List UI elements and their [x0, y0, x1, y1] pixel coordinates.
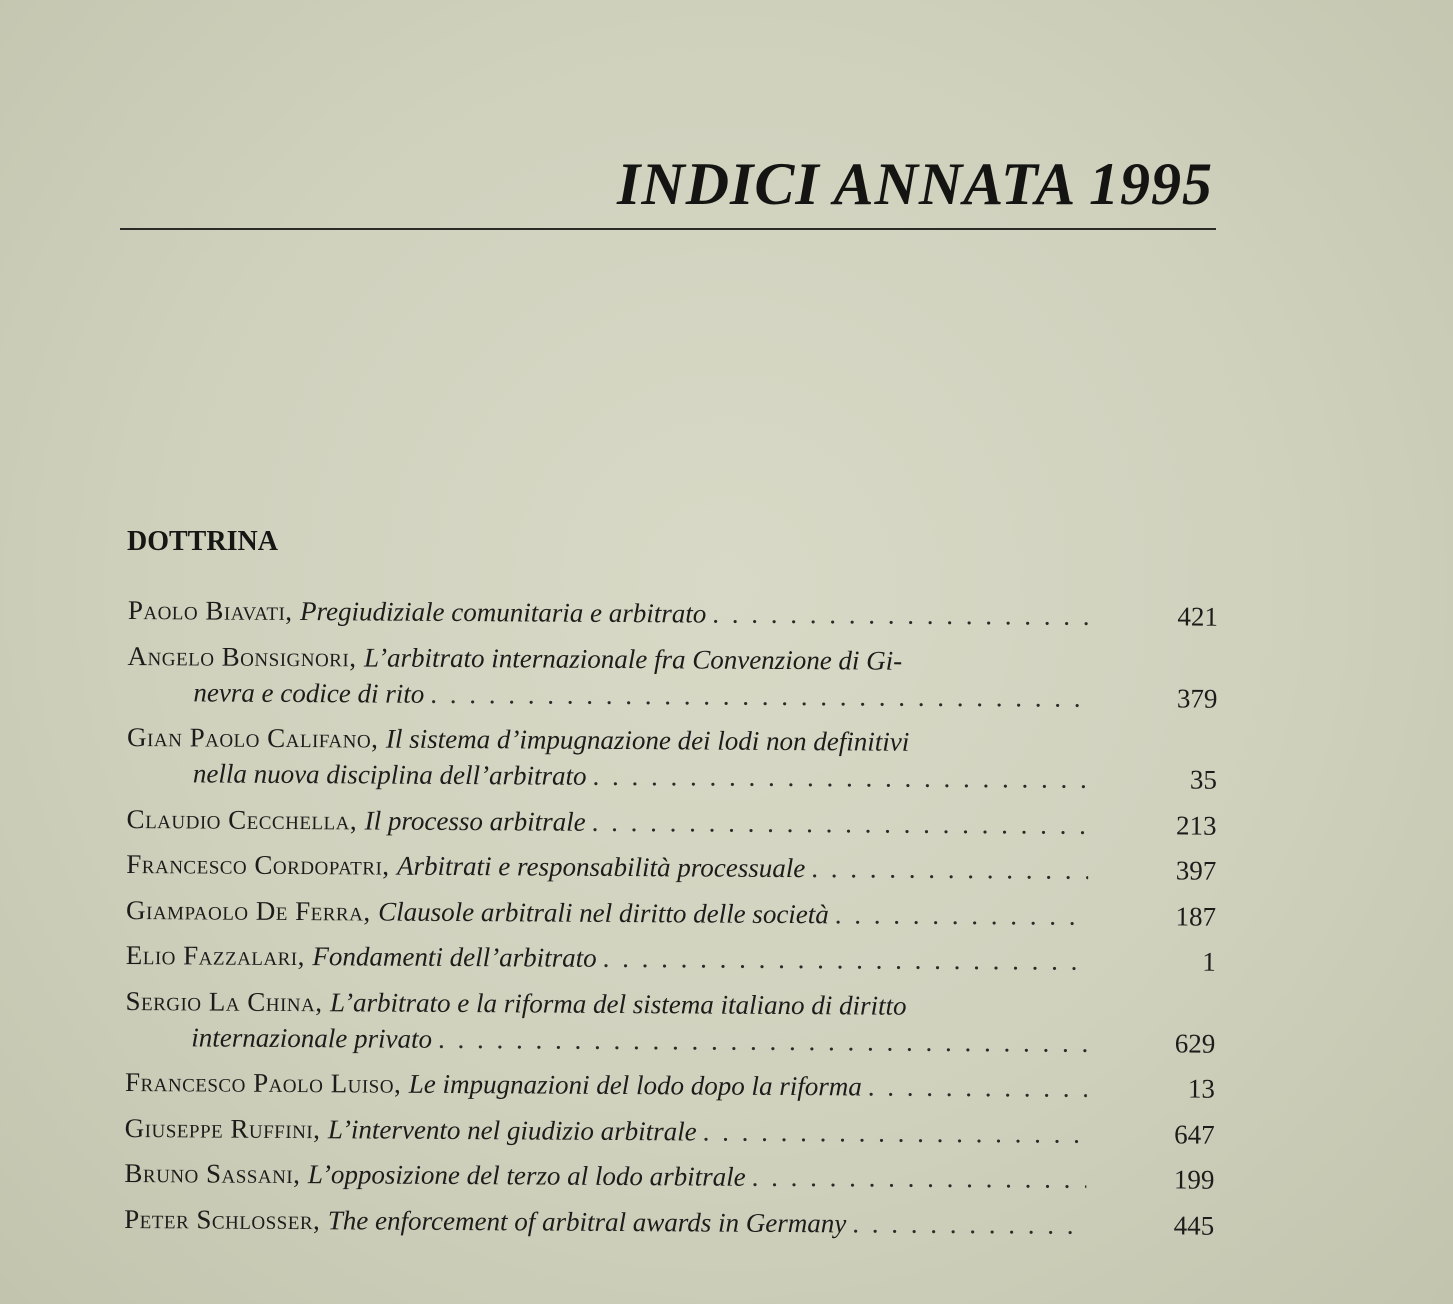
- author-name: Francesco Cordopatri: [126, 848, 383, 881]
- dot-leader: [438, 1020, 1087, 1060]
- toc-entry: [127, 800, 1227, 843]
- author-separator: ,: [382, 850, 390, 881]
- work-title: Pregiudiziale comunitaria e arbitrato: [300, 596, 707, 629]
- toc-entry-text: [127, 637, 1089, 715]
- page-number: 629: [1174, 1027, 1216, 1059]
- work-title: Fondamenti dell’arbitrato: [312, 941, 597, 973]
- toc-entry-first-line: [128, 637, 1090, 679]
- toc-entry: [127, 637, 1227, 716]
- work-title: Arbitrati e responsabilità processuale: [397, 850, 806, 884]
- toc-entry: [126, 846, 1226, 889]
- author-separator: ,: [349, 804, 357, 835]
- author-name: Elio Fazzalari: [125, 939, 298, 972]
- dot-leader: [712, 596, 1090, 634]
- author-separator: ,: [313, 1113, 321, 1144]
- author-separator: ,: [297, 941, 305, 972]
- author-name: Giuseppe Ruffini: [124, 1112, 314, 1144]
- toc-entry-first-line: [125, 1064, 1087, 1106]
- toc-entry: [125, 1109, 1225, 1152]
- toc-entry-continuation-line: [125, 1018, 1087, 1060]
- page-number: 213: [1176, 809, 1217, 841]
- work-title: nevra e codice di rito: [193, 676, 425, 709]
- page-number: 199: [1173, 1164, 1215, 1195]
- author-separator: ,: [293, 1159, 301, 1190]
- toc-entry-first-line: [124, 1200, 1086, 1242]
- work-title: internazionale privato: [191, 1021, 433, 1054]
- toc-entry-text: [124, 1155, 1086, 1197]
- table-of-contents: [124, 592, 1228, 1253]
- work-title: Il processo arbitrale: [364, 804, 586, 837]
- dot-leader: [430, 675, 1089, 715]
- toc-entry-first-line: [124, 1155, 1086, 1197]
- toc-entry-text: [127, 800, 1089, 842]
- toc-entry-text: [124, 1200, 1086, 1242]
- dot-leader: [811, 850, 1088, 888]
- toc-entry-text: [126, 937, 1088, 979]
- author-name: Francesco Paolo Luiso: [124, 1066, 395, 1099]
- toc-entry-first-line: [126, 937, 1088, 979]
- author-name: Peter Schlosser: [124, 1203, 314, 1235]
- toc-entry: [126, 891, 1226, 934]
- toc-entry-first-line: [126, 891, 1088, 933]
- author-separator: ,: [393, 1068, 401, 1099]
- page-number: 35: [1189, 764, 1217, 795]
- toc-entry: [124, 1200, 1224, 1243]
- author-separator: ,: [312, 1204, 320, 1235]
- toc-entry-first-line: [127, 800, 1089, 842]
- work-title: nella nuova disciplina dell’arbitrato: [192, 758, 587, 791]
- toc-entry-text: [126, 846, 1088, 888]
- author-separator: ,: [371, 723, 378, 754]
- dot-leader: [835, 896, 1088, 934]
- author-separator: ,: [349, 641, 357, 672]
- toc-entry-first-line: [127, 719, 1089, 761]
- title-rule: [120, 228, 1216, 230]
- toc-entry-text: [126, 891, 1088, 933]
- author-separator: ,: [315, 986, 323, 1017]
- work-title: L’arbitrato e la riforma del sistema italiano di diritto: [329, 986, 907, 1021]
- author-name: Bruno Sassani: [124, 1157, 294, 1190]
- dot-leader: [603, 940, 1088, 979]
- work-title: L’intervento nel giudizio arbitrale: [327, 1113, 697, 1146]
- page-title: INDICI ANNATA 1995: [617, 151, 1213, 217]
- toc-entry-continuation-line: [127, 673, 1089, 715]
- dot-leader: [852, 1205, 1086, 1242]
- toc-entry-text: [125, 1064, 1087, 1106]
- dot-leader: [868, 1069, 1087, 1106]
- page-number: 1: [1202, 946, 1216, 977]
- toc-entry: [127, 719, 1227, 798]
- toc-entry-continuation-line: [127, 755, 1089, 797]
- page-number: 445: [1173, 1209, 1215, 1241]
- toc-entry: [128, 592, 1228, 635]
- dot-leader: [592, 803, 1089, 842]
- page-number: 647: [1174, 1118, 1215, 1150]
- page-number: 379: [1176, 682, 1218, 714]
- page-number: 397: [1175, 855, 1217, 886]
- toc-entry-text: [125, 982, 1087, 1060]
- work-title: L’arbitrato internazionale fra Convenzione di Gi-: [363, 641, 903, 676]
- toc-entry-first-line: [125, 982, 1087, 1024]
- author-name: Giampaolo De Ferra: [125, 894, 364, 926]
- work-title: Le impugnazioni del lodo dopo la riforma: [408, 1068, 862, 1102]
- toc-entry-text: [128, 592, 1090, 634]
- author-name: Sergio La China: [125, 985, 316, 1017]
- work-title: Clausole arbitrali nel diritto delle società: [378, 896, 829, 929]
- section-heading: DOTTRINA: [127, 526, 278, 557]
- author-name: Gian Paolo Califano: [127, 721, 372, 754]
- dot-leader: [703, 1113, 1087, 1151]
- author-name: Claudio Cecchella: [126, 803, 351, 835]
- toc-entry-first-line: [128, 592, 1090, 634]
- page-number: 421: [1177, 601, 1218, 632]
- page-number: 187: [1175, 900, 1217, 932]
- work-title: Il sistema d’impugnazione dei lodi non definitivi: [385, 723, 910, 757]
- work-title: The enforcement of arbitral awards in Germany: [327, 1204, 847, 1238]
- author-name: Angelo Bonsignori: [127, 640, 350, 672]
- toc-entry-first-line: [125, 1109, 1087, 1151]
- toc-entry-first-line: [126, 846, 1088, 888]
- toc-entry: [126, 937, 1226, 980]
- dot-leader: [752, 1159, 1087, 1197]
- toc-entry: [125, 1064, 1225, 1107]
- author-separator: ,: [285, 595, 293, 627]
- page-number: 13: [1187, 1073, 1216, 1104]
- author-separator: ,: [363, 895, 371, 926]
- author-name: Paolo Biavati: [127, 594, 286, 626]
- toc-entry-text: [127, 719, 1089, 797]
- work-title: L’opposizione del terzo al lodo arbitrale: [307, 1159, 746, 1192]
- toc-entry: [124, 1155, 1224, 1198]
- toc-entry: [125, 982, 1225, 1061]
- dot-leader: [592, 758, 1088, 797]
- toc-entry-text: [125, 1109, 1087, 1151]
